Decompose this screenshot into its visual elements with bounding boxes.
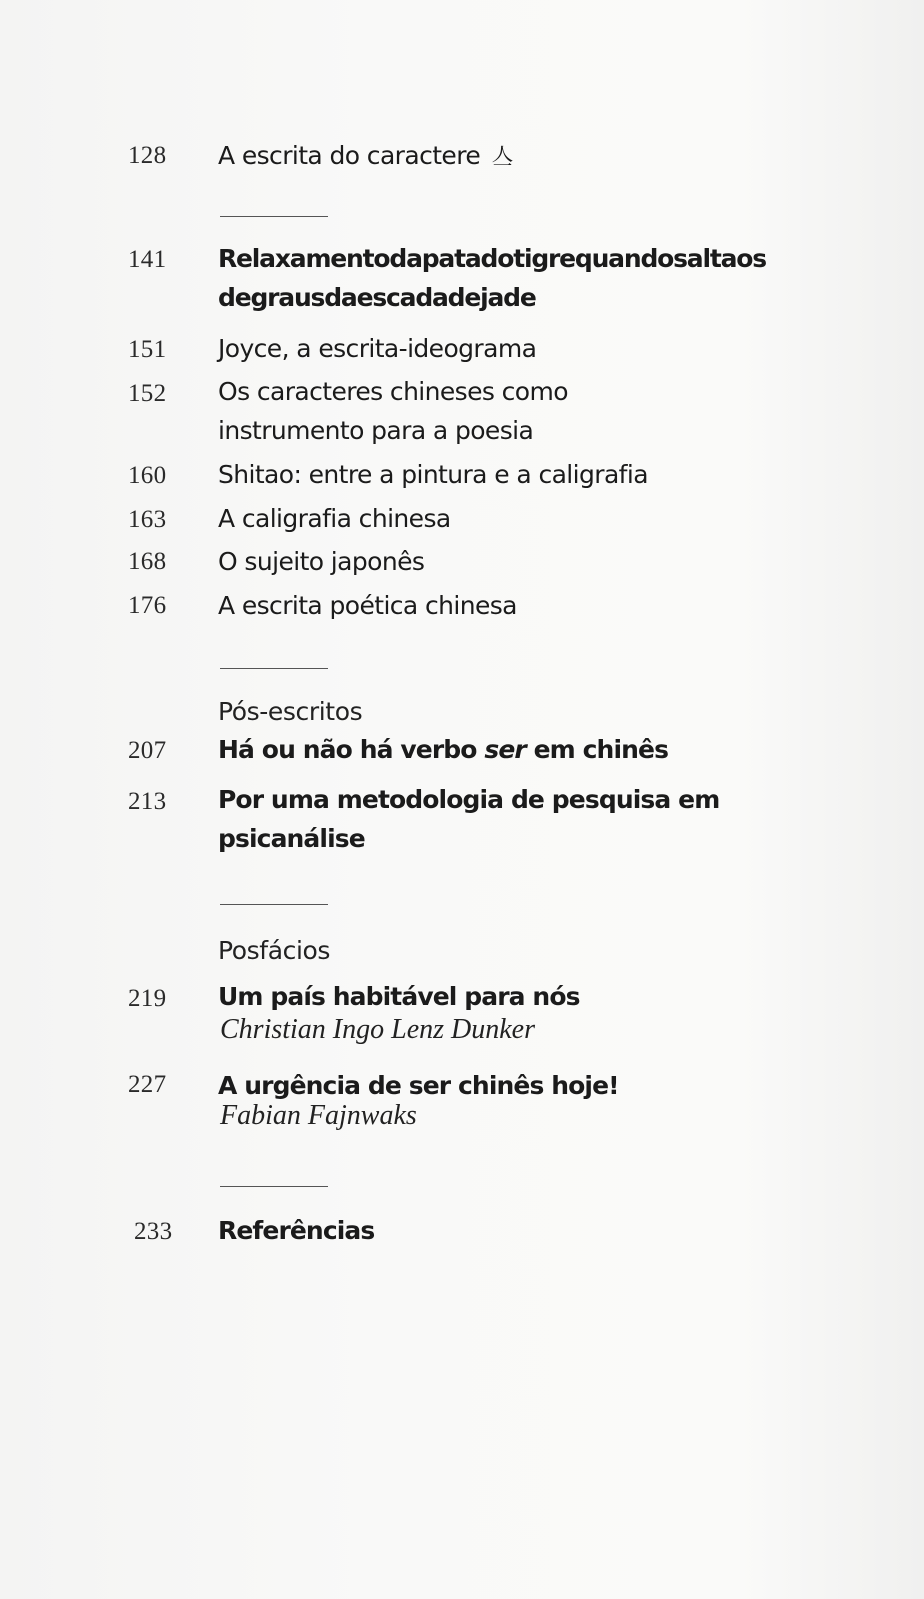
toc-title-line: Relaxamentodapatadotigrequandosaltaos bbox=[218, 244, 766, 273]
toc-entry-title: O sujeito japonês bbox=[218, 547, 425, 576]
toc-page-number: 163 bbox=[128, 506, 167, 533]
toc-page-number: 207 bbox=[128, 737, 167, 764]
toc-title-line: Por uma metodologia de pesquisa em bbox=[218, 785, 720, 814]
toc-entry-title bbox=[218, 730, 778, 769]
toc-page-number: 168 bbox=[128, 548, 167, 575]
toc-entry-title bbox=[218, 372, 778, 450]
toc-entry-author: Fabian Fajnwaks bbox=[220, 1100, 417, 1131]
toc-entry-title: Shitao: entre a pintura e a caligrafia bbox=[218, 460, 648, 489]
toc-title-line: psicanálise bbox=[218, 824, 365, 853]
toc-entry-title bbox=[218, 780, 778, 858]
toc-entry-title: Um país habitável para nós bbox=[218, 982, 580, 1011]
section-divider bbox=[220, 668, 328, 669]
toc-title-text: em chinês bbox=[525, 735, 669, 764]
section-divider bbox=[220, 904, 328, 905]
toc-page-number: 128 bbox=[128, 142, 167, 169]
toc-title-line: Os caracteres chineses como bbox=[218, 377, 568, 406]
section-divider bbox=[220, 1186, 328, 1187]
toc-title-emphasis: ser bbox=[484, 735, 526, 764]
toc-page-number: 152 bbox=[128, 380, 167, 407]
toc-entry-title: A escrita poética chinesa bbox=[218, 591, 517, 620]
toc-title-text: A escrita do caractere bbox=[218, 141, 481, 170]
toc-page-number: 160 bbox=[128, 462, 167, 489]
toc-page-number: 219 bbox=[128, 985, 167, 1012]
section-heading-posfacios: Posfácios bbox=[218, 936, 331, 965]
toc-page-number: 233 bbox=[134, 1218, 173, 1245]
toc-title-line: instrumento para a poesia bbox=[218, 416, 534, 445]
toc-entry-author: Christian Ingo Lenz Dunker bbox=[220, 1014, 535, 1045]
toc-entry-title bbox=[218, 239, 778, 317]
toc-entry-title bbox=[218, 136, 778, 177]
toc-title-line: degrausdaescadadejade bbox=[218, 283, 536, 312]
toc-entry-title: A caligrafia chinesa bbox=[218, 504, 451, 533]
toc-entry-title: Joyce, a escrita-ideograma bbox=[218, 334, 537, 363]
toc-entry-title: A urgência de ser chinês hoje! bbox=[218, 1071, 619, 1100]
toc-page-number: 227 bbox=[128, 1071, 167, 1098]
toc-page-number: 141 bbox=[128, 246, 167, 273]
toc-entry-title: Referências bbox=[218, 1216, 375, 1245]
section-divider bbox=[220, 216, 328, 217]
section-heading-pos-escritos: Pós-escritos bbox=[218, 697, 363, 726]
toc-page-number: 213 bbox=[128, 788, 167, 815]
toc-page-number: 151 bbox=[128, 336, 167, 363]
toc-title-text: Há ou não há verbo bbox=[218, 735, 485, 764]
chinese-character-glyph: 亼 bbox=[491, 145, 513, 170]
toc-page-number: 176 bbox=[128, 592, 167, 619]
